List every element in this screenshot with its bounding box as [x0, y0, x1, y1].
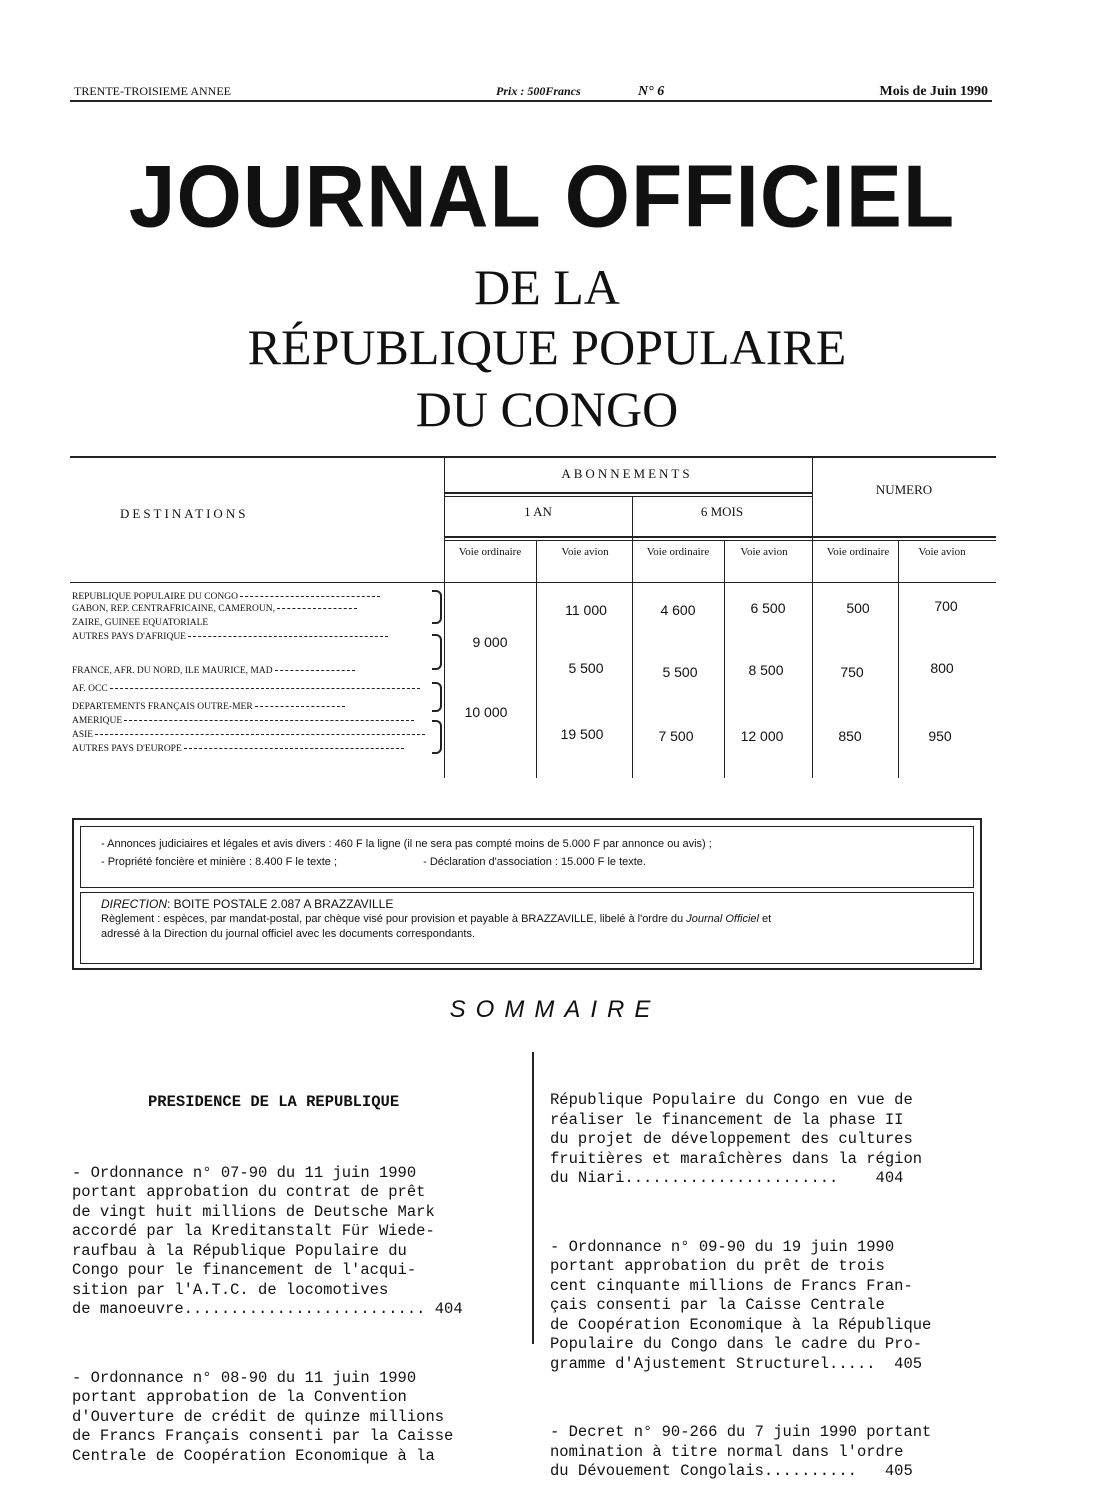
association-rate: - Déclaration d'association : 15.000 F le texte.	[423, 856, 646, 868]
brace	[432, 590, 442, 624]
voie-ordinaire-label: Voie ordinaire	[826, 546, 890, 558]
brace	[432, 720, 442, 754]
price-num-ordinaire: 500	[846, 600, 870, 616]
announcement-line: - Annonces judiciaires et légales et avis divers : 460 F la ligne (il ne sera pas compté moins de 5.000 F par annonce ou avis) ;	[101, 838, 712, 850]
table-divider	[536, 540, 537, 778]
price-an-ordinaire: 10 000	[464, 704, 508, 720]
destination-line: REPUBLIQUE POPULAIRE DU CONGO	[72, 592, 380, 602]
subtitle-line-2: RÉPUBLIQUE POPULAIRE	[247, 319, 847, 375]
period-6-mois: 6 MOIS	[700, 504, 744, 519]
section-title: PRESIDENCE DE LA REPUBLIQUE	[148, 1093, 400, 1111]
direction-label: DIRECTION	[101, 897, 167, 911]
price-num-avion: 700	[934, 598, 958, 614]
price-num-ordinaire: 850	[838, 728, 862, 744]
table-divider	[444, 540, 996, 541]
year-label: TRENTE-TROISIEME ANNEE	[74, 84, 231, 98]
notice-box	[72, 818, 982, 970]
direction-info	[80, 892, 974, 964]
price-num-avion: 950	[928, 728, 952, 744]
subtitle-line-1: DE LA	[474, 259, 620, 315]
voie-avion-label: Voie avion	[918, 546, 966, 558]
destination-line: ZAIRE, GUINEE EQUATORIALE	[72, 618, 209, 628]
sommaire-title: SOMMAIRE	[449, 996, 661, 1023]
period-1-an: 1 AN	[524, 504, 552, 519]
price-an-avion: 5 500	[568, 660, 604, 676]
subscription-rates-table	[70, 456, 996, 776]
table-divider	[632, 496, 633, 778]
price-label: Prix : 500Francs	[496, 84, 581, 98]
voie-avion-label: Voie avion	[561, 546, 609, 558]
voie-ordinaire-label: Voie ordinaire	[458, 546, 522, 558]
destination-line: ASIE	[72, 730, 425, 740]
numero-header: NUMERO	[875, 482, 933, 497]
destination-line: AUTRES PAYS D'EUROPE	[72, 744, 404, 754]
direction-line	[101, 897, 953, 912]
column-divider	[532, 1052, 534, 1344]
destination-line: AMERIQUE	[72, 716, 414, 726]
price-6m-ordinaire: 7 500	[658, 728, 694, 744]
table-divider	[898, 540, 899, 778]
table-divider	[444, 536, 996, 538]
destinations-header: DESTINATIONS	[120, 506, 249, 521]
announcement-rates	[80, 826, 974, 888]
price-an-avion: 19 500	[560, 726, 604, 742]
reglement-line-2: adressé à la Direction du journal officiel avec les documents correspondants.	[101, 928, 475, 940]
issue-date: Mois de Juin 1990	[879, 84, 988, 99]
subtitle-line-3: DU CONGO	[415, 381, 679, 437]
issue-header-line	[70, 82, 992, 102]
destination-line: FRANCE, AFR. DU NORD, ILE MAURICE, MAD	[72, 666, 355, 676]
summary-entry: - Ordonnance n° 08-90 du 11 juin 1990 portant approbation de la Convention d'Ouverture de crédit de quinze millions de Francs Français consenti par la Caisse Centrale de Coopération Economique à la	[72, 1368, 454, 1465]
destination-line: AF. OCC	[72, 684, 420, 694]
destination-line: AUTRES PAYS D'AFRIQUE	[72, 632, 388, 642]
voie-ordinaire-label: Voie ordinaire	[646, 546, 710, 558]
summary-entry: - Ordonnance n° 09-90 du 19 juin 1990 portant approbation du prêt de trois cent cinquante millions de Francs Fran- çais consenti par la Caisse Centrale de Coopération Economique à la République Populaire du Congo dans le cadre du Pro- gramme d'Ajustement Structurel..... 405	[550, 1237, 932, 1373]
table-divider	[444, 492, 812, 494]
price-num-ordinaire: 750	[840, 664, 864, 680]
reglement-line: Règlement : espèces, par mandat-postal, par chèque visé pour provision et payable à BRAZZAVILLE, libelé à l'ordre du Journal Officiel et	[101, 913, 772, 925]
price-6m-avion: 12 000	[740, 728, 784, 744]
summary-right-column	[550, 1052, 1020, 1511]
table-divider	[70, 582, 996, 583]
announcement-line-2	[101, 853, 953, 871]
issue-number: N° 6	[638, 84, 665, 99]
price-6m-ordinaire: 5 500	[662, 664, 698, 680]
price-6m-ordinaire: 4 600	[660, 602, 696, 618]
price-6m-avion: 8 500	[748, 662, 784, 678]
table-divider	[444, 496, 812, 497]
property-rate: - Propriété foncière et minière : 8.400 F le texte ;	[101, 856, 338, 868]
journal-title: JOURNAL OFFICIEL	[128, 146, 956, 246]
direction-address: : BOITE POSTALE 2.087 A BRAZZAVILLE	[167, 897, 394, 911]
abonnements-header: ABONNEMENTS	[561, 466, 693, 481]
summary-entry: - Decret n° 90-266 du 7 juin 1990 portant nomination à titre normal dans l'ordre du Dévouement Congolais.......... 405	[550, 1423, 932, 1480]
price-an-avion: 11 000	[565, 602, 607, 618]
summary-entry-continued: République Populaire du Congo en vue de réaliser le financement de la phase II du projet de développement des cultures fruitières et maraîchères dans la région du Niari....................... 404	[550, 1091, 923, 1187]
destination-line: GABON, REP. CENTRAFRICAINE, CAMEROUN,	[72, 604, 357, 614]
brace	[432, 634, 442, 670]
price-an-ordinaire: 9 000	[472, 634, 508, 650]
summary-left-column	[72, 1054, 522, 1496]
brace	[432, 682, 442, 712]
price-num-avion: 800	[930, 660, 954, 676]
destination-line: DEPARTEMENTS FRANÇAIS OUTRE-MER	[72, 702, 345, 712]
voie-avion-label: Voie avion	[740, 546, 788, 558]
price-6m-avion: 6 500	[750, 600, 786, 616]
summary-entry: - Ordonnance n° 07-90 du 11 juin 1990 portant approbation du contrat de prêt de vingt huit millions de Deutsche Mark accordé par la Kreditanstalt Für Wiede- raufbau à la République Populaire du Congo pour le financement de l'acqui- sition par l'A.T.C. de locomotives de manoeuvre.......................... 404	[72, 1163, 463, 1318]
